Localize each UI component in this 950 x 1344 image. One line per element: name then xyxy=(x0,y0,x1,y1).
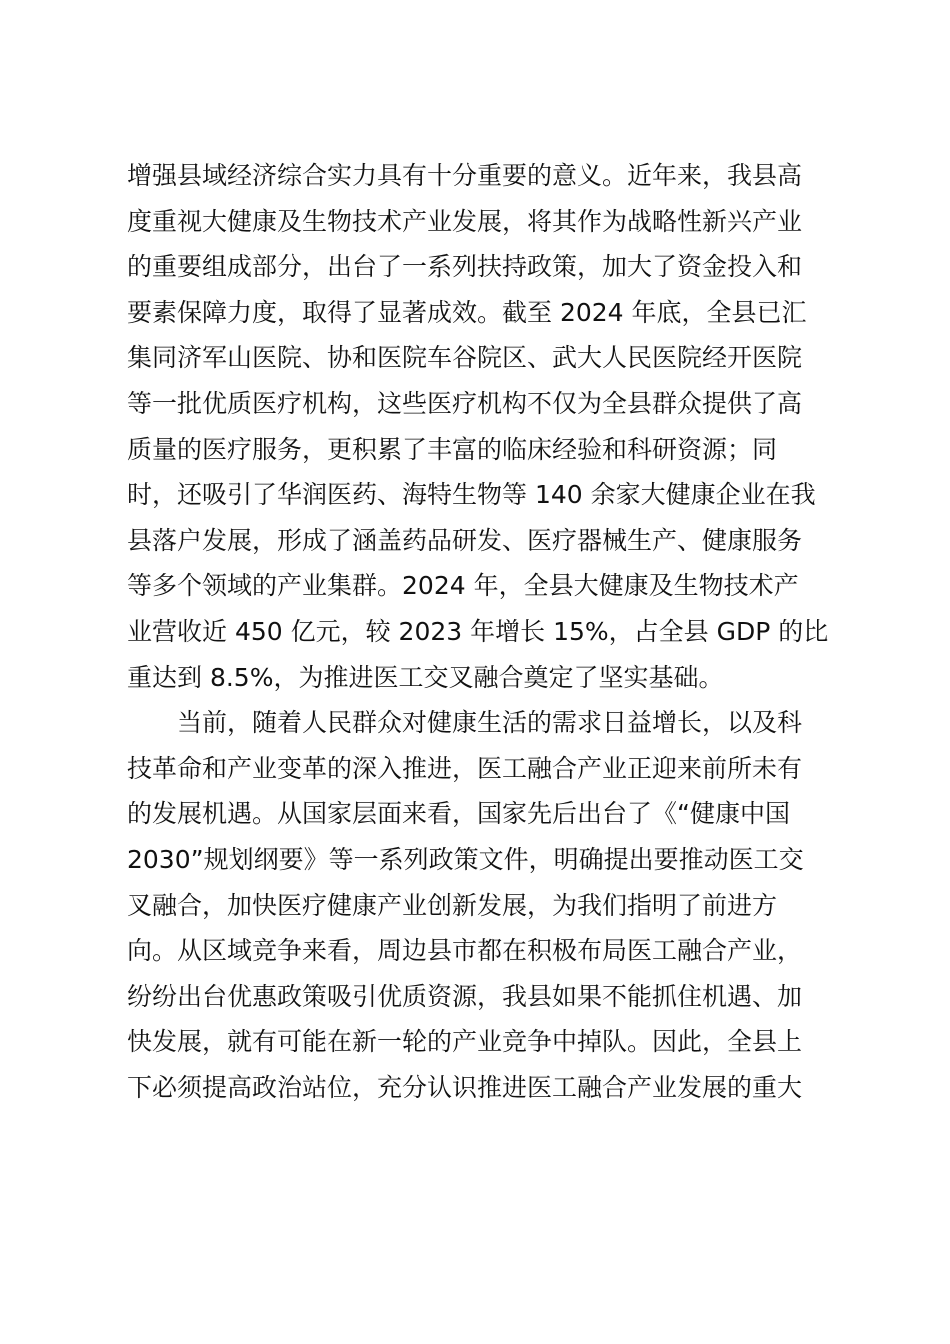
paragraph-line: 2030”规划纲要》等一系列政策文件，明确提出要推动医工交 xyxy=(127,844,804,874)
paragraph-line: 重达到 8.5%，为推进医工交叉融合奠定了坚实基础。 xyxy=(127,662,724,692)
paragraph-line: 等一批优质医疗机构，这些医疗机构不仅为全县群众提供了高 xyxy=(127,388,803,418)
paragraph-line: 的发展机遇。从国家层面来看，国家先后出台了《“健康中国 xyxy=(127,799,790,829)
paragraph-line: 快发展，就有可能在新一轮的产业竞争中掉队。因此，全县上 xyxy=(127,1027,803,1057)
paragraph-line: 纷纷出台优惠政策吸引优质资源，我县如果不能抓住机遇、加 xyxy=(127,981,803,1011)
paragraph-line: 度重视大健康及生物技术产业发展，将其作为战略性新兴产业 xyxy=(127,206,803,236)
paragraph-line: 的重要组成部分，出台了一系列扶持政策，加大了资金投入和 xyxy=(127,252,803,282)
paragraph-line: 下必须提高政治站位，充分认识推进医工融合产业发展的重大 xyxy=(127,1072,803,1102)
paragraph-line: 县落户发展，形成了涵盖药品研发、医疗器械生产、健康服务 xyxy=(127,525,803,555)
paragraph-line: 当前，随着人民群众对健康生活的需求日益增长，以及科 xyxy=(177,708,803,738)
paragraph-line: 技革命和产业变革的深入推进，医工融合产业正迎来前所未有 xyxy=(127,753,803,783)
document-body xyxy=(127,153,827,1110)
paragraph-line: 等多个领域的产业集群。2024 年，全县大健康及生物技术产 xyxy=(127,571,799,601)
paragraph-2 xyxy=(127,700,827,1110)
paragraph-line: 向。从区域竞争来看，周边县市都在积极布局医工融合产业， xyxy=(127,936,803,966)
paragraph-line: 质量的医疗服务，更积累了丰富的临床经验和科研资源；同 xyxy=(127,434,778,464)
paragraph-line: 时，还吸引了华润医药、海特生物等 140 余家大健康企业在我 xyxy=(127,480,816,510)
paragraph-line: 业营收近 450 亿元，较 2023 年增长 15%，占全县 GDP 的比 xyxy=(127,616,829,646)
paragraph-line: 要素保障力度，取得了显著成效。截至 2024 年底，全县已汇 xyxy=(127,297,807,327)
paragraph-line: 集同济军山医院、协和医院车谷院区、武大人民医院经开医院 xyxy=(127,343,803,373)
paragraph-line: 增强县域经济综合实力具有十分重要的意义。近年来，我县高 xyxy=(127,161,803,190)
paragraph-line: 叉融合，加快医疗健康产业创新发展，为我们指明了前进方 xyxy=(127,890,778,920)
paragraph-1 xyxy=(127,153,827,700)
